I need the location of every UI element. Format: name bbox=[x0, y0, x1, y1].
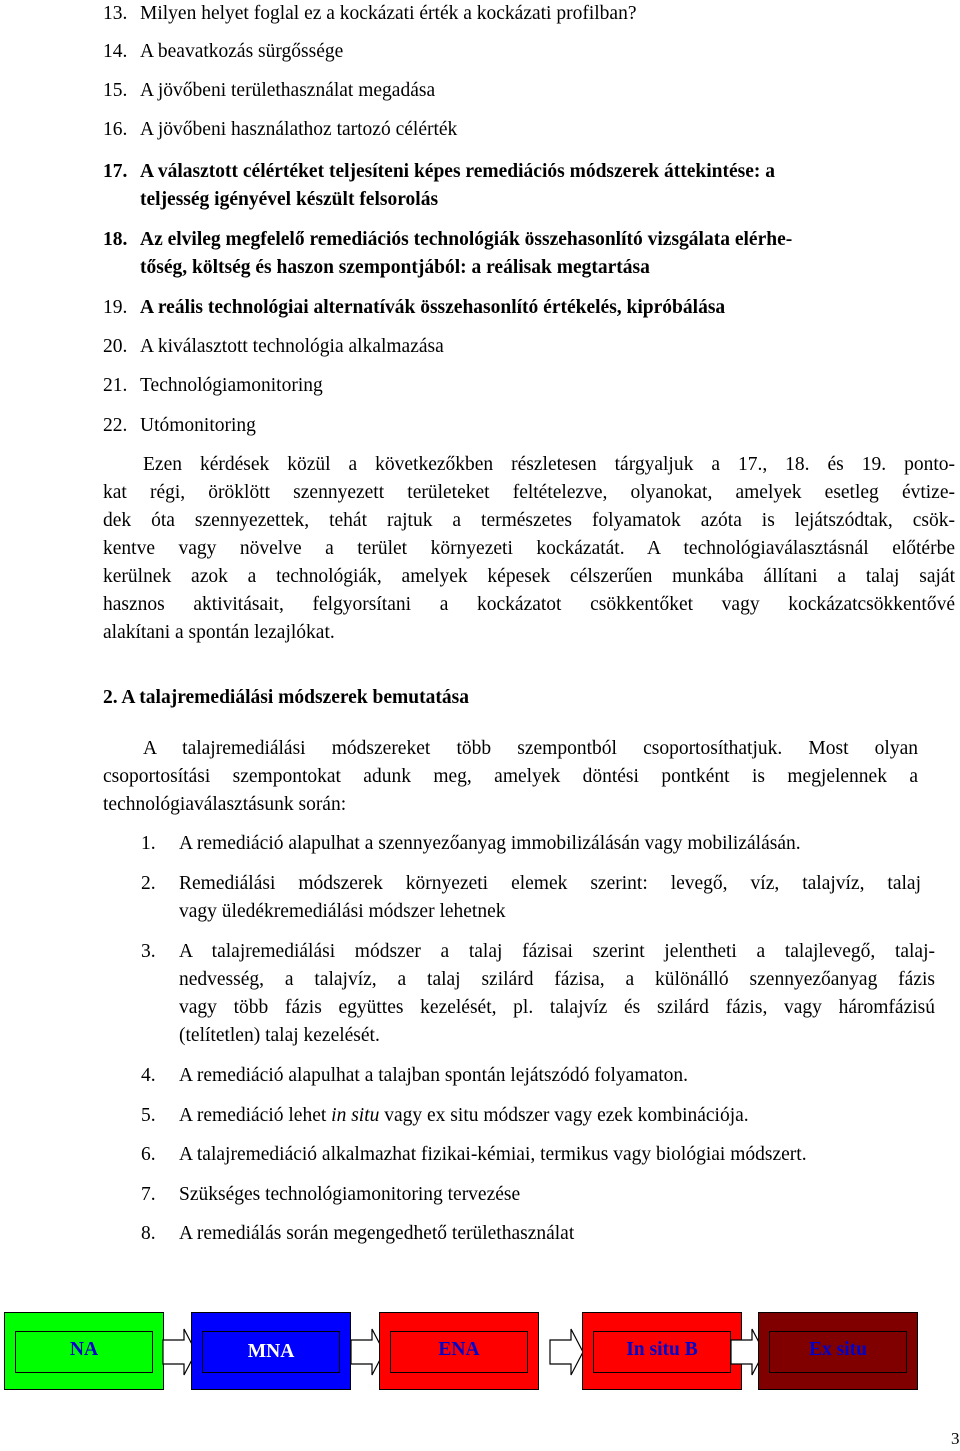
numbered-item: 2. Remediálási módszerek környezeti elemek szerint: levegő, víz, talajvíz, talaj vagy üledékremediálási módszer lehetnek bbox=[141, 873, 921, 922]
list-item: 15. A jövőbeni területhasználat megadása bbox=[103, 80, 436, 101]
list-item: 21. Technológiamonitoring bbox=[103, 375, 323, 396]
list-item-17: 17. A választott célértéket teljesíteni képes remediációs módszerek áttekintése: a bbox=[103, 161, 776, 182]
list-item-19: 19. A reális technológiai alternatívák összehasonlító értékelés, kipróbálása bbox=[103, 297, 726, 318]
body-paragraph: A talajremediálási módszereket több szempontból csoportosíthatjuk. Most olyan csoportosítási szempontokat adunk meg, amelyek döntési pontként is megjelennek a technológiaválasztásunk során: bbox=[103, 738, 918, 815]
numbered-item: 7. Szükséges technológiamonitoring tervezése bbox=[141, 1184, 521, 1205]
list-item: 14. A beavatkozás sürgőssége bbox=[103, 41, 344, 62]
list-item-18-cont: tőség, költség és haszon szempontjából: a reálisak megtartása bbox=[140, 257, 650, 278]
list-item-18: 18. Az elvileg megfelelő remediációs technológiák összehasonlító vizsgálata elérhe- bbox=[103, 229, 793, 250]
numbered-item: 8. A remediálás során megengedhető területhasználat bbox=[141, 1223, 575, 1244]
list-item: 22. Utómonitoring bbox=[103, 415, 256, 436]
arrow-right-icon bbox=[549, 1326, 585, 1378]
flow-box-ena: ENA bbox=[379, 1312, 539, 1390]
numbered-item: 5. A remediáció lehet in situ vagy ex situ módszer vagy ezek kombinációja. bbox=[141, 1105, 749, 1126]
body-paragraph: Ezen kérdések közül a következőkben részletesen tárgyaljuk a 17., 18. és 19. ponto- kat régi, öröklött szennyezett területeket feltételezve, olyanokat, amelyek esetleg évtize- dek óta szennyezettek, tehát rajtuk a természetes folyamatok azóta is lejátszódtak, csök- kentve vagy növelve a terület környezeti kockázatát. A technológiaválasztásnál előtérbe kerülnek azok a technológiák, amelyek képesek célszerűen munkába állítani a talaj saját hasznos aktivitásait, felgyorsítani a kockázatot csökkentőket vagy kockázatcsökkentővé alakítani a spontán lezajlókat. bbox=[103, 454, 955, 643]
numbered-item: 6. A talajremediáció alkalmazhat fizikai-kémiai, termikus vagy biológiai módszert. bbox=[141, 1144, 807, 1165]
flow-box-na: NA bbox=[4, 1312, 164, 1390]
remediation-flow-diagram bbox=[0, 1312, 960, 1392]
numbered-item: 1. A remediáció alapulhat a szennyezőanyag immobilizálásán vagy mobilizálásán. bbox=[141, 833, 801, 854]
flow-box-in-situ-b: In situ B bbox=[582, 1312, 742, 1390]
list-item: 13. Milyen helyet foglal ez a kockázati érték a kockázati profilban? bbox=[103, 3, 637, 24]
list-item: 16. A jövőbeni használathoz tartozó célérték bbox=[103, 119, 458, 140]
numbered-item: 4. A remediáció alapulhat a talajban spontán lejátszódó folyamaton. bbox=[141, 1065, 688, 1086]
page-number: 3 bbox=[951, 1429, 960, 1448]
list-item-17-cont: teljesség igényével készült felsorolás bbox=[140, 189, 439, 210]
list-item: 20. A kiválasztott technológia alkalmazása bbox=[103, 336, 444, 357]
numbered-item: 3. A talajremediálási módszer a talaj fázisai szerint jelentheti a talajlevegő, talaj- nedvesség, a talajvíz, a talaj szilárd fázisa, a különálló szennyezőanyag fázis vagy több fázis együttes kezelését, pl. talajvíz és szilárd fázis, vagy háromfázisú (telítetlen) talaj kezelését. bbox=[141, 941, 935, 1046]
flow-box-mna: MNA bbox=[191, 1312, 351, 1390]
flow-box-ex-situ: Ex situ bbox=[758, 1312, 918, 1390]
section-heading: 2. A talajremediálási módszerek bemutatása bbox=[103, 687, 469, 708]
